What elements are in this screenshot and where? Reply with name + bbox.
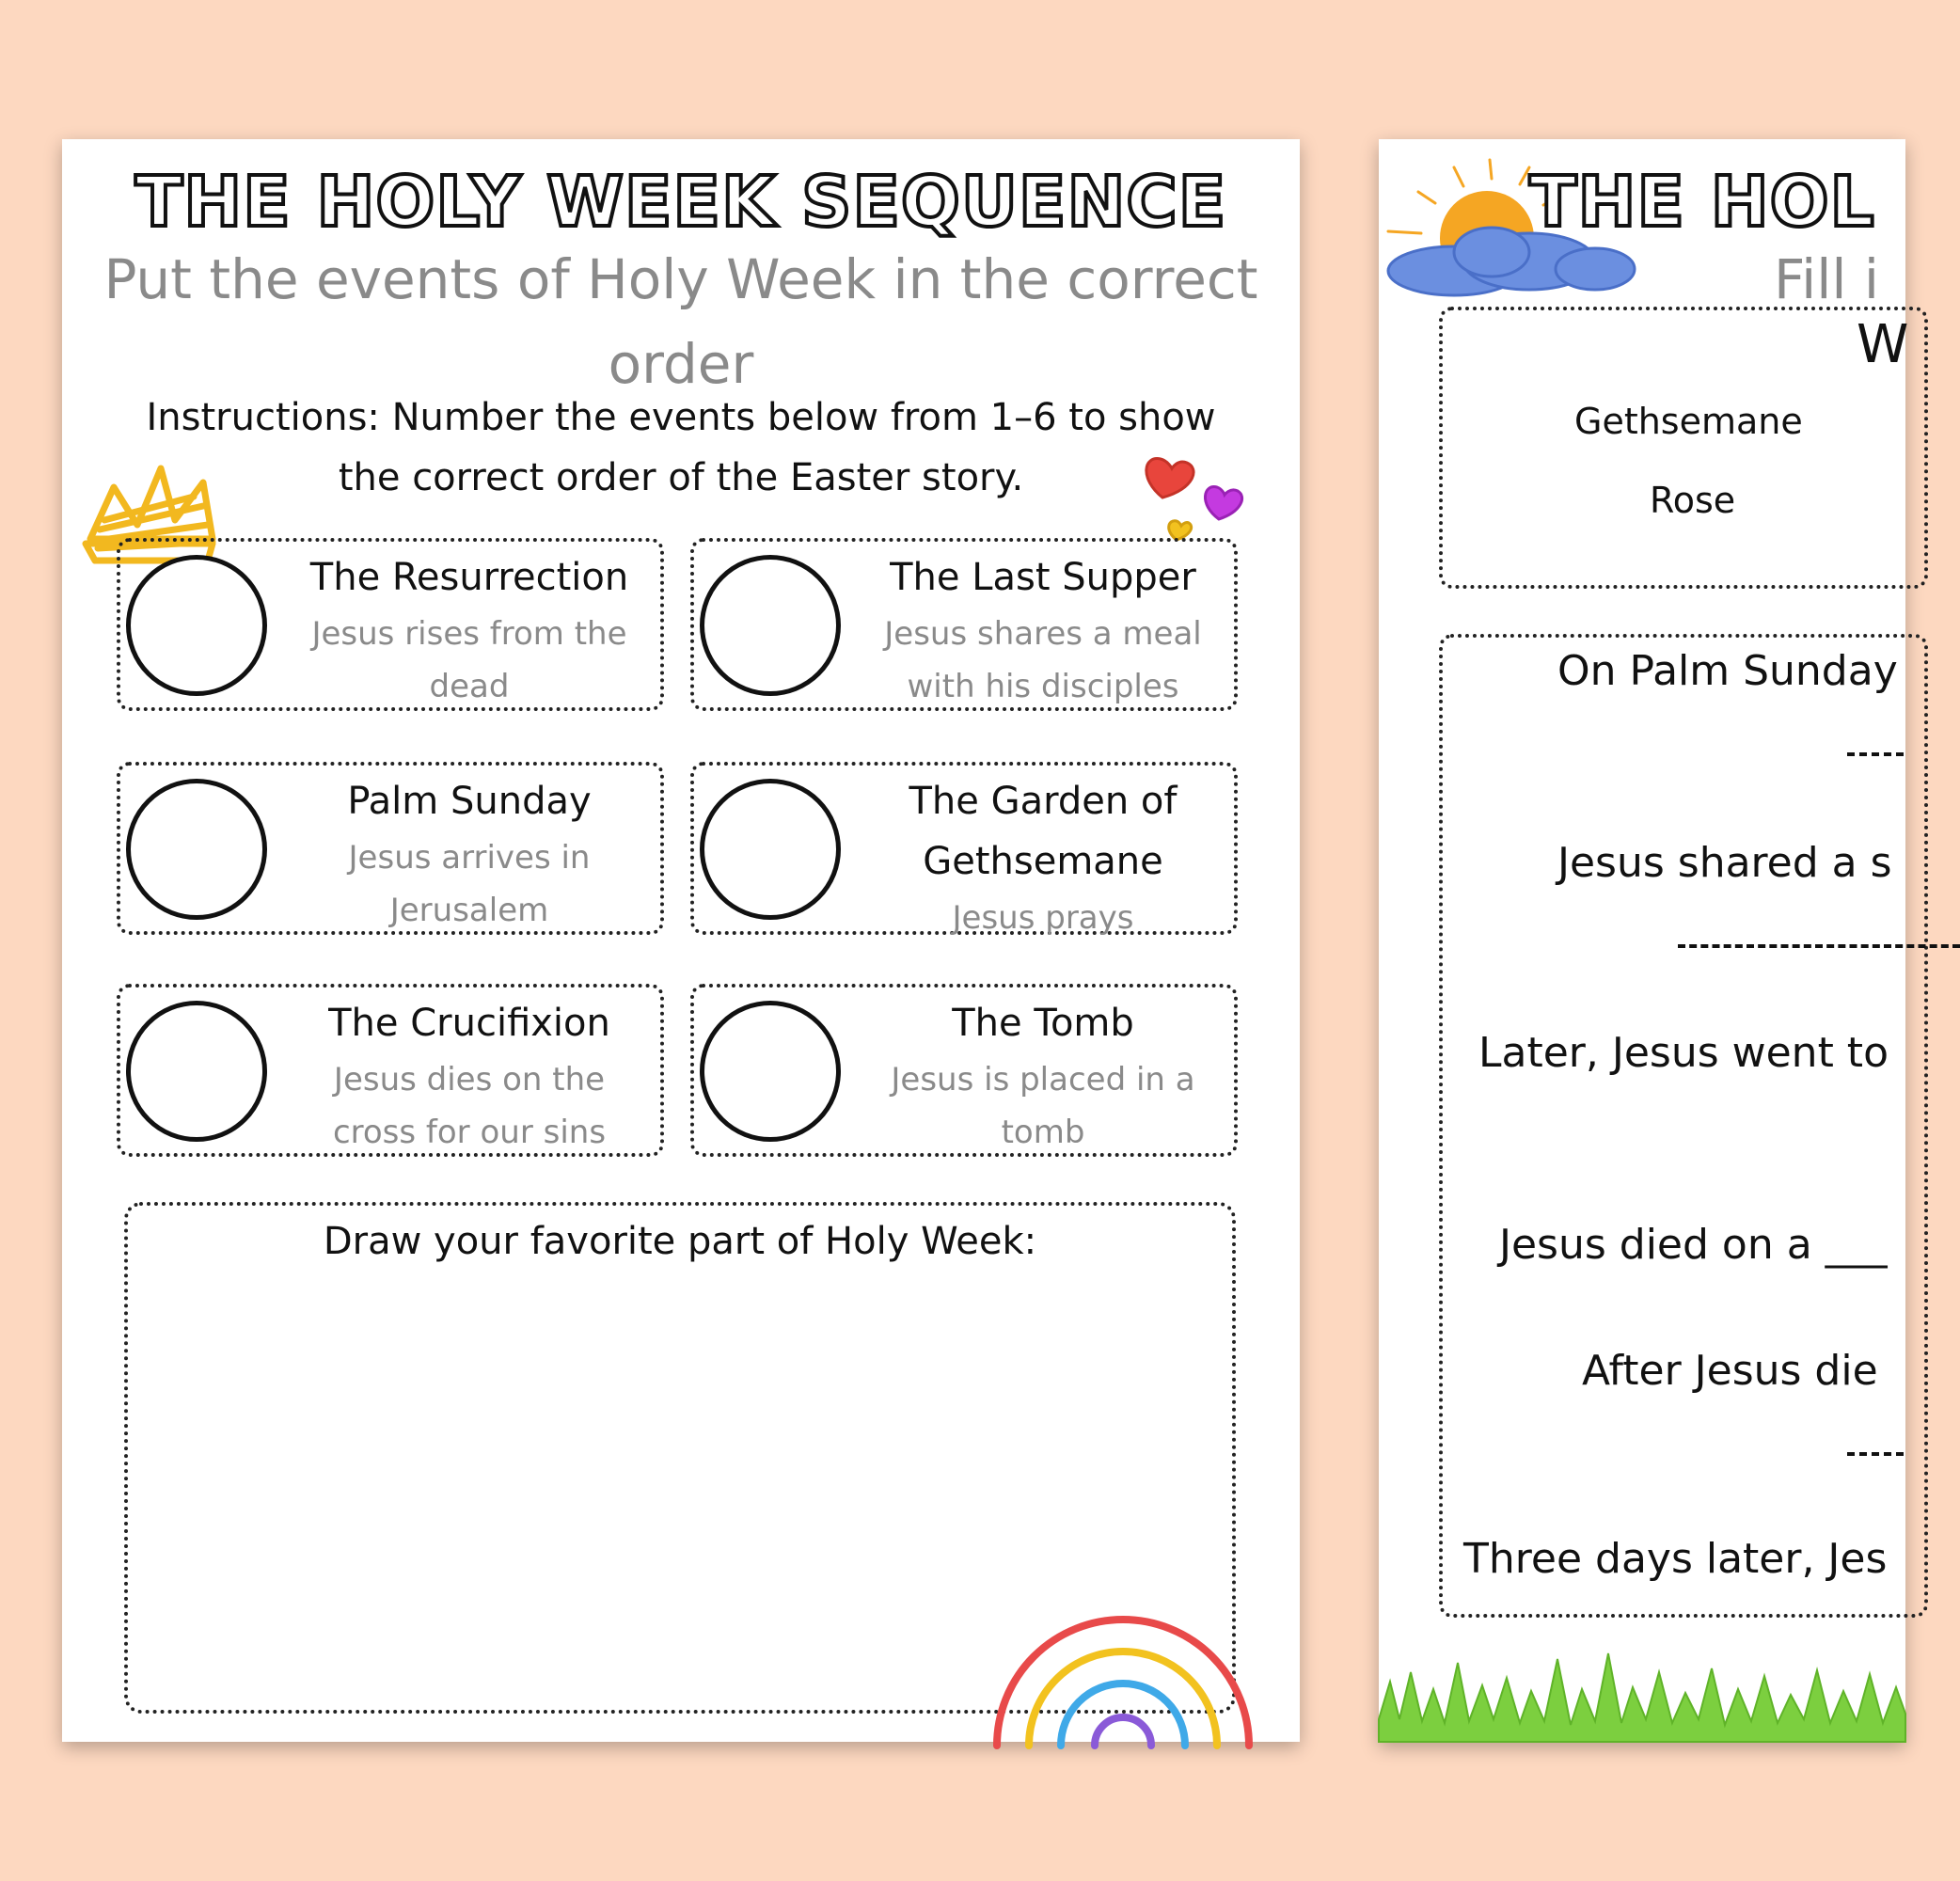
sentence-line: Later, Jesus went to xyxy=(1478,1029,1889,1077)
event-description: Jesus dies on the cross for our sins xyxy=(332,1061,607,1151)
word-bank xyxy=(1439,307,1928,589)
number-circle[interactable] xyxy=(126,555,267,696)
word-bank-word: Rose xyxy=(1650,480,1736,521)
event-title: The Last Supper xyxy=(890,556,1196,599)
event-card-tomb xyxy=(690,984,1238,1157)
event-card-resurrection xyxy=(117,538,664,711)
event-title: The Resurrection xyxy=(309,556,629,599)
event-description: Jesus rises from the dead xyxy=(311,615,627,705)
fill-in-sentences xyxy=(1439,634,1928,1618)
answer-blank[interactable] xyxy=(1847,1452,1904,1456)
worksheet-title: THE HOL xyxy=(1529,162,1875,243)
event-title: The Crucifixion xyxy=(328,1002,610,1045)
event-card-last-supper xyxy=(690,538,1238,711)
number-circle[interactable] xyxy=(700,555,841,696)
event-description: Jesus shares a meal with his disciples xyxy=(884,615,1202,705)
event-title: The Tomb xyxy=(952,1002,1134,1045)
event-card-gethsemane xyxy=(690,762,1238,935)
sentence-line: Three days later, Jes xyxy=(1463,1535,1888,1583)
event-description: Jesus prays xyxy=(952,899,1134,937)
event-card-crucifixion xyxy=(117,984,664,1157)
event-description: Jesus is placed in a tomb xyxy=(891,1061,1195,1151)
sentence-line: After Jesus die xyxy=(1582,1347,1878,1395)
event-description: Jesus arrives in Jerusalem xyxy=(348,839,591,929)
worksheet-fill-in xyxy=(1379,139,1909,1742)
grass-border xyxy=(1379,1616,1905,1742)
number-circle[interactable] xyxy=(126,779,267,920)
number-circle[interactable] xyxy=(126,1001,267,1142)
sentence-line: On Palm Sunday xyxy=(1557,647,1898,695)
worksheet-title: THE HOLY WEEK SEQUENCE xyxy=(134,162,1227,243)
number-circle[interactable] xyxy=(700,1001,841,1142)
word-bank-heading: W xyxy=(1857,314,1909,375)
event-card-palm-sunday xyxy=(117,762,664,935)
instructions-text: Instructions: Number the events below from 1–6 to show the correct order of the Easter story. xyxy=(146,396,1216,499)
sentence-line: Jesus died on a ___ xyxy=(1499,1221,1888,1269)
rainbow-icon xyxy=(984,1595,1266,1746)
word-bank-word: Gethsemane xyxy=(1574,401,1803,442)
answer-blank[interactable] xyxy=(1847,752,1904,756)
worksheet-subtitle: Put the events of Holy Week in the correct order xyxy=(103,247,1258,396)
number-circle[interactable] xyxy=(700,779,841,920)
event-title: Palm Sunday xyxy=(347,780,592,823)
drawing-area-label: Draw your favorite part of Holy Week: xyxy=(323,1220,1037,1263)
worksheet-sequence xyxy=(62,139,1300,1742)
worksheet-subtitle: Fill i xyxy=(1774,247,1880,311)
event-title: The Garden of Gethsemane xyxy=(909,780,1178,883)
answer-blank[interactable] xyxy=(1678,944,1960,948)
hearts-icon xyxy=(1134,446,1247,549)
sentence-line: Jesus shared a s xyxy=(1557,839,1892,887)
